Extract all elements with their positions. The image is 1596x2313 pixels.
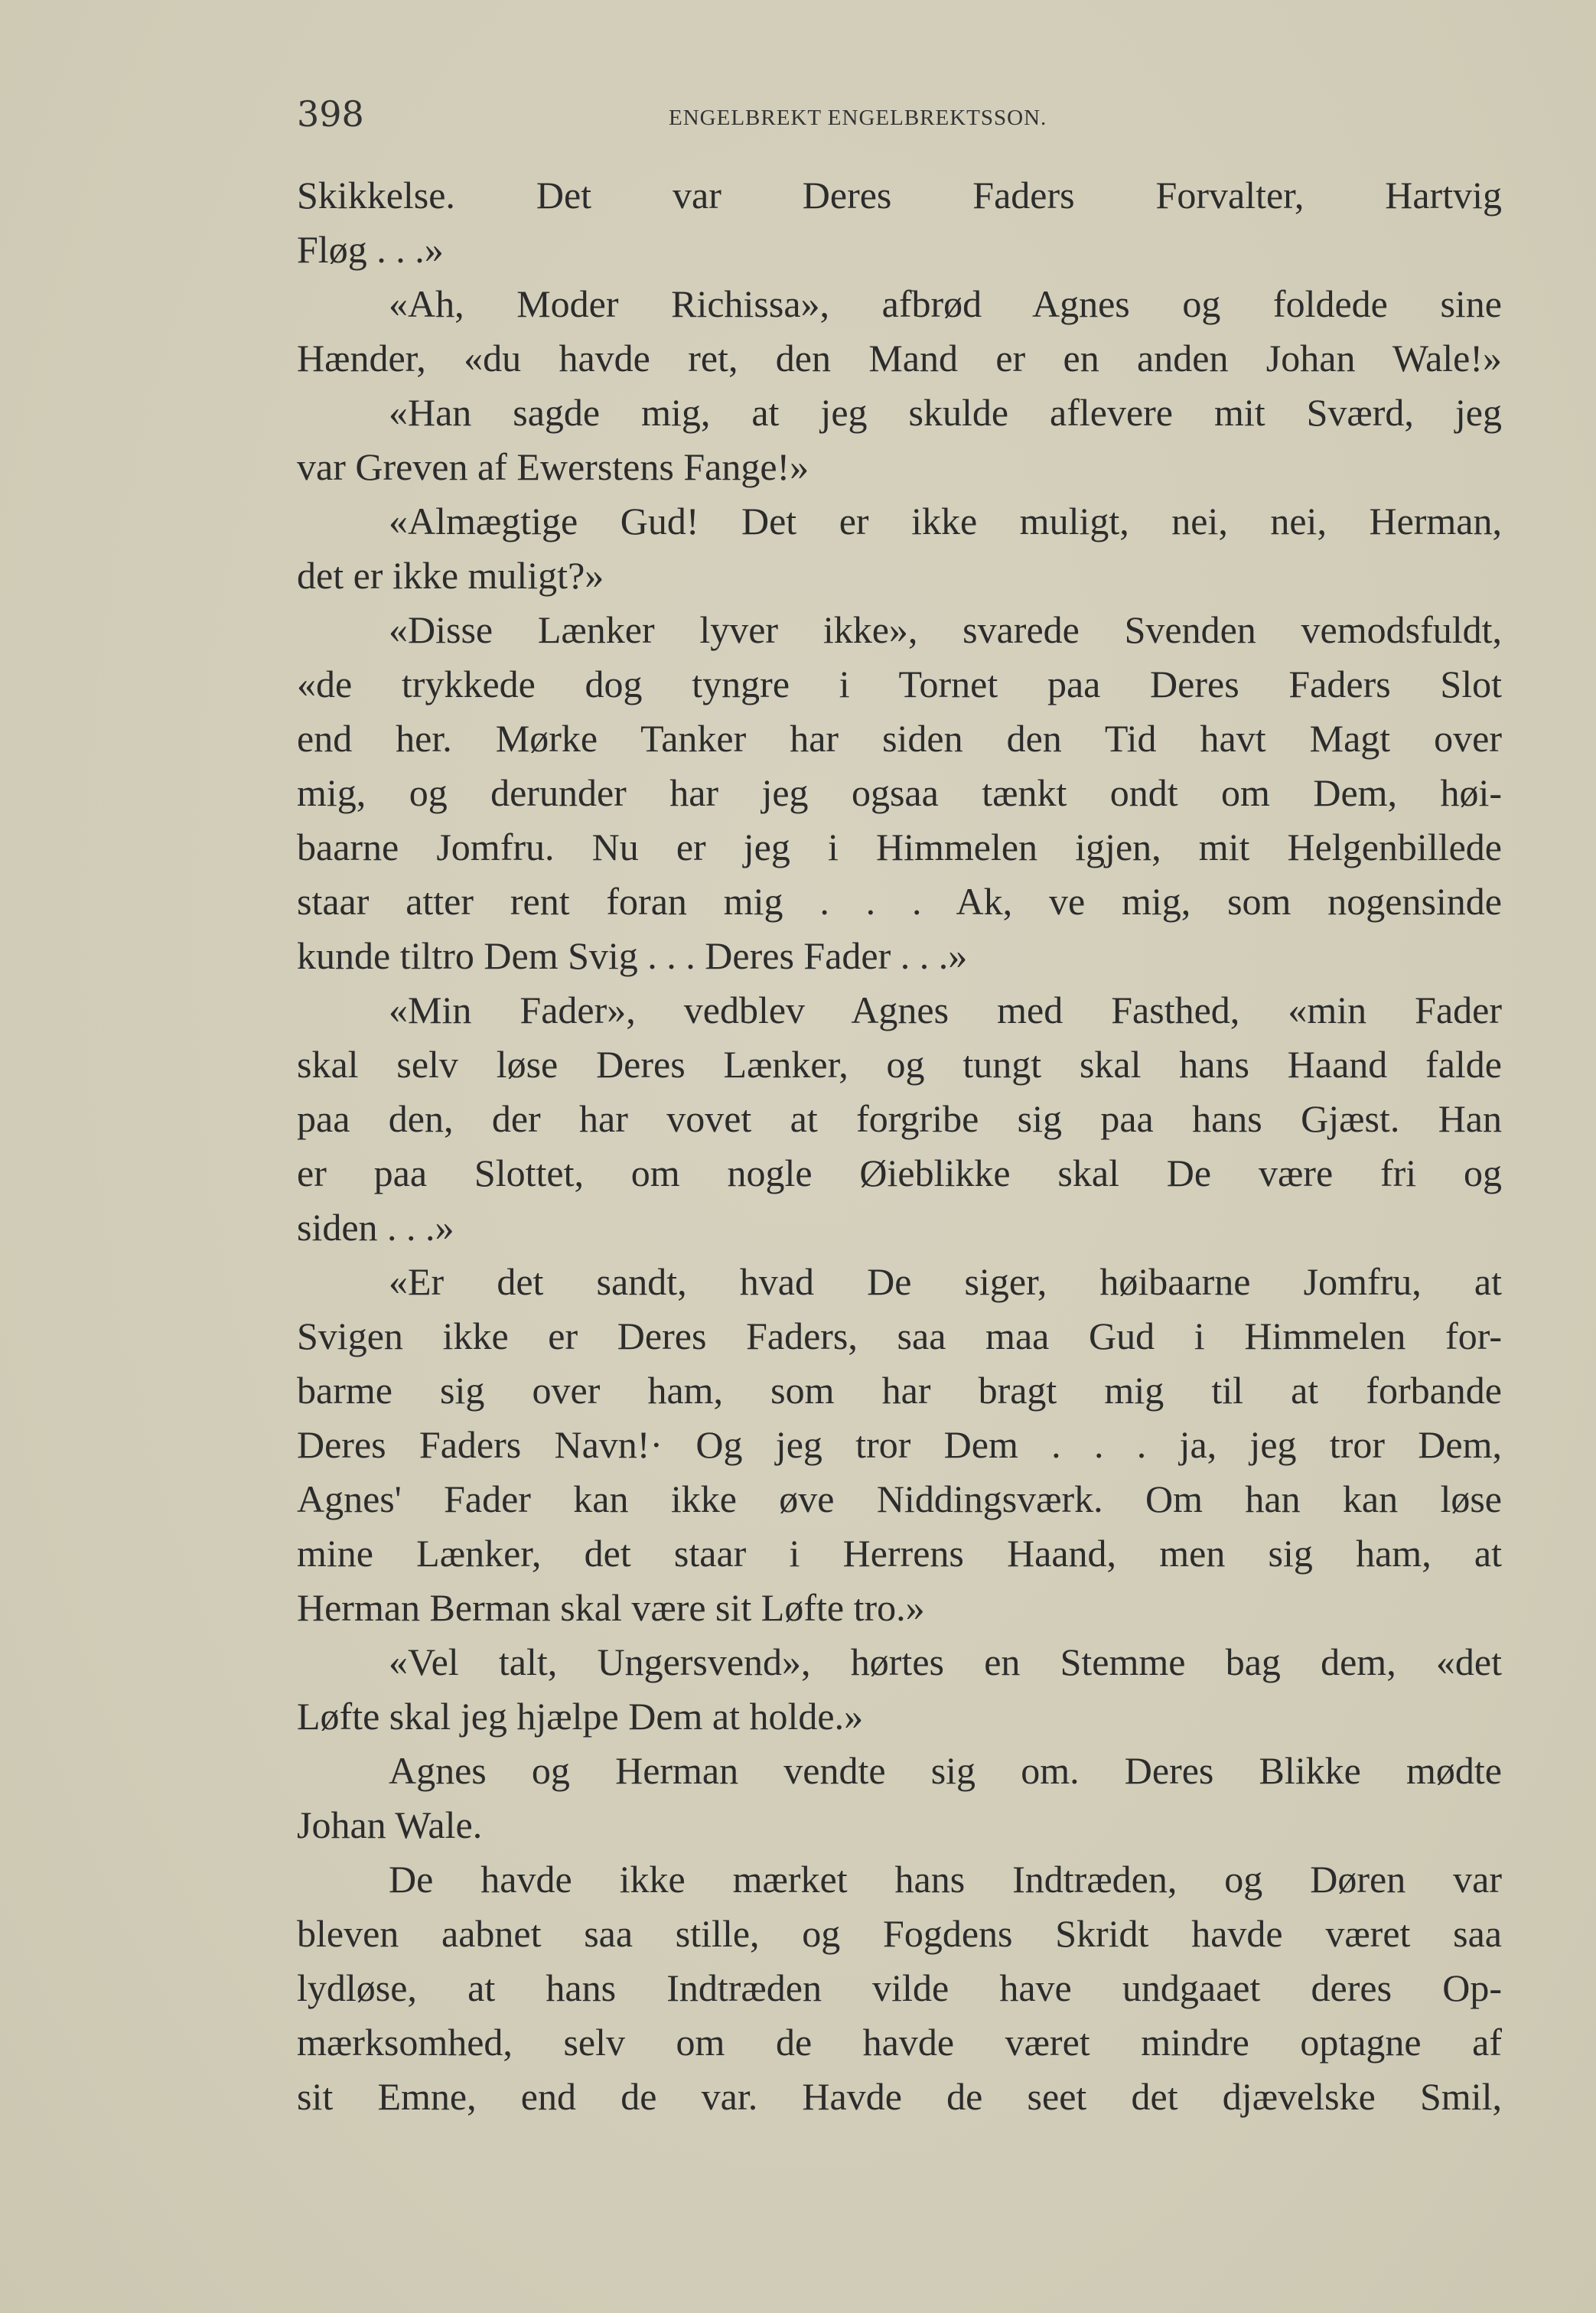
text-line: «Han sagde mig, at jeg skulde aflevere mit Sværd, jeg — [389, 391, 1502, 434]
page-number: 398 — [297, 93, 364, 135]
text-line: det er ikke muligt?» — [297, 554, 604, 597]
text-line: Hænder, «du havde ret, den Mand er en anden Johan Wale!» — [297, 337, 1502, 380]
text-line: Agnes og Herman vendte sig om. Deres Blikke mødte — [389, 1749, 1502, 1792]
text-line: lydløse, at hans Indtræden vilde have undgaaet deres Op- — [297, 1966, 1502, 2009]
text-line: mig, og derunder har jeg ogsaa tænkt ondt om Dem, høi- — [297, 771, 1502, 814]
text-line: «Almægtige Gud! Det er ikke muligt, nei, nei, Herman, — [389, 500, 1502, 542]
text-line: er paa Slottet, om nogle Øieblikke skal De være fri og — [297, 1152, 1502, 1194]
text-line: De havde ikke mærket hans Indtræden, og Døren var — [389, 1858, 1502, 1901]
text-line: Johan Wale. — [297, 1803, 483, 1846]
text-line: Deres Faders Navn!· Og jeg tror Dem . . . ja, jeg tror Dem, — [297, 1423, 1502, 1466]
text-line: Fløg . . .» — [297, 228, 444, 271]
text-line: mine Lænker, det staar i Herrens Haand, men sig ham, at — [297, 1532, 1502, 1575]
text-line: Svigen ikke er Deres Faders, saa maa Gud i Himmelen for- — [297, 1315, 1502, 1357]
text-line: var Greven af Ewerstens Fange!» — [297, 445, 809, 488]
text-line: sit Emne, end de var. Havde de seet det djævelske Smil, — [297, 2075, 1502, 2118]
text-line: end her. Mørke Tanker har siden den Tid havt Magt over — [297, 717, 1502, 760]
text-line: «Min Fader», vedblev Agnes med Fasthed, «min Fader — [389, 989, 1502, 1031]
text-line: mærksomhed, selv om de havde været mindre optagne af — [297, 2021, 1502, 2064]
text-line: «de trykkede dog tyngre i Tornet paa Deres Faders Slot — [297, 663, 1502, 705]
text-line: paa den, der har vovet at forgribe sig paa hans Gjæst. Han — [297, 1097, 1502, 1140]
text-line: Agnes' Fader kan ikke øve Niddingsværk. Om han kan løse — [297, 1477, 1502, 1520]
text-line: Løfte skal jeg hjælpe Dem at holde.» — [297, 1695, 864, 1738]
text-line: «Ah, Moder Richissa», afbrød Agnes og foldede sine — [389, 282, 1502, 325]
text-line: «Disse Lænker lyver ikke», svarede Svenden vemodsfuldt, — [389, 608, 1502, 651]
text-line: siden . . .» — [297, 1206, 454, 1249]
page-header — [297, 93, 1506, 147]
text-line: kunde tiltro Dem Svig . . . Deres Fader . . .» — [297, 934, 968, 977]
text-line: staar atter rent foran mig . . . Ak, ve mig, som nogensinde — [297, 880, 1502, 923]
text-line: barme sig over ham, som har bragt mig til at forbande — [297, 1369, 1502, 1412]
running-title: ENGELBREKT ENGELBREKTSSON. — [669, 106, 1047, 130]
text-line: «Er det sandt, hvad De siger, høibaarne Jomfru, at — [389, 1260, 1502, 1303]
text-line: baarne Jomfru. Nu er jeg i Himmelen igjen, mit Helgenbillede — [297, 826, 1502, 868]
text-line: bleven aabnet saa stille, og Fogdens Skridt havde været saa — [297, 1912, 1502, 1955]
text-line: skal selv løse Deres Lænker, og tungt skal hans Haand falde — [297, 1043, 1502, 1086]
body-text — [297, 168, 1502, 2124]
text-line: «Vel talt, Ungersvend», hørtes en Stemme bag dem, «det — [389, 1640, 1502, 1683]
text-line: Herman Berman skal være sit Løfte tro.» — [297, 1586, 925, 1629]
text-line: Skikkelse. Det var Deres Faders Forvalter, Hartvig — [297, 174, 1502, 217]
